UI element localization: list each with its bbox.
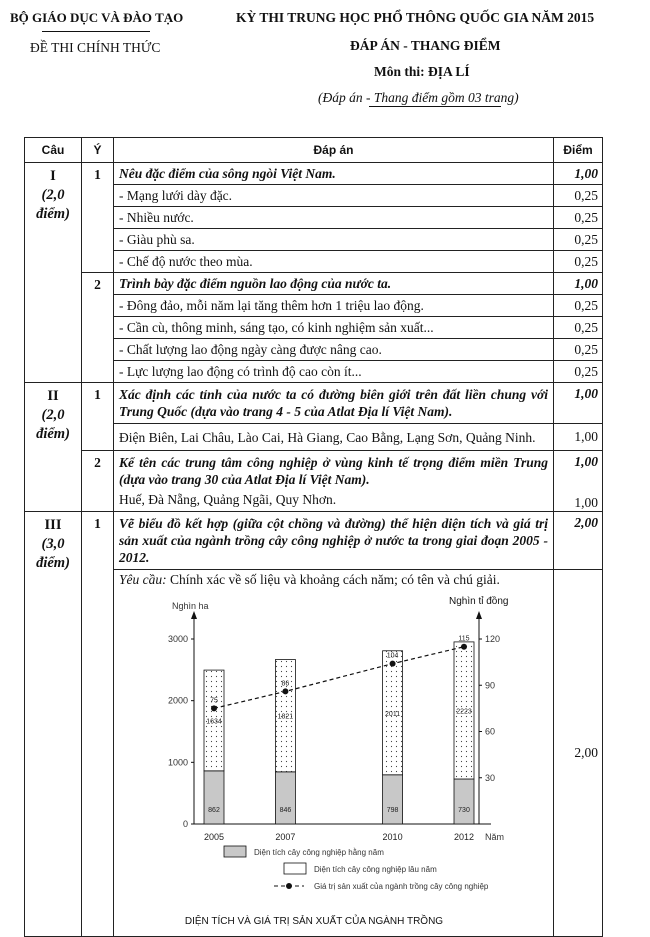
question-2-cell [25, 383, 82, 512]
left-axis-arrow [191, 611, 197, 619]
q2-y1-answer-points: 1,00 [554, 424, 603, 451]
q1-y1-answer-cell [114, 163, 554, 273]
chart-cell [114, 570, 554, 937]
question-1-cell [25, 163, 82, 383]
legend-swatch-annual [224, 846, 246, 857]
right-axis-arrow [476, 611, 482, 619]
q1-y2-answer-cell [114, 273, 554, 383]
q3-y1-title: Vẽ biểu đồ kết hợp (giữa cột chồng và đường) thể hiện diện tích và giá trị sản xuất của ngành trồng cây công nghiệp ở nước ta trong giai đoạn 2005 - 2012. [114, 512, 554, 570]
list-item: - Nhiều nước. [114, 207, 553, 229]
x-axis-label: Năm [485, 832, 505, 842]
value-label: 104 [386, 652, 399, 660]
value-label: 115 [458, 635, 470, 643]
col-cau-header: Câu [25, 138, 82, 163]
item-points: 0,25 [554, 185, 602, 207]
q3-requirement-points: 2,00 [554, 570, 603, 937]
pages-note: (Đáp án - Thang điểm gồm 03 trang) [318, 90, 519, 105]
q2-y2-answer: Huế, Đà Nẵng, Quảng Ngãi, Quy Nhơn. [114, 491, 554, 512]
q2-y1-title: Xác định các tỉnh của nước ta có đường biên giới trên đất liền chung với Trung Quốc (dựa vào trang 4 - 5 của Atlat Địa lí Việt Nam). [114, 383, 554, 424]
list-item: - Cần cù, thông minh, sáng tạo, có kinh nghiệm sản xuất... [114, 317, 553, 339]
value-point [461, 644, 467, 650]
col-diem-header: Điểm [554, 138, 603, 163]
bar-annual [275, 772, 295, 824]
bar-annual-label: 798 [386, 807, 399, 814]
legend-swatch-perennial [284, 863, 306, 874]
official-exam-label: ĐỀ THI CHÍNH THỨC [30, 40, 161, 55]
bar-perennial-label: 2223 [456, 708, 472, 716]
right-tick-label: 120 [485, 634, 501, 644]
q3-y1-title-points: 2,00 [554, 512, 603, 570]
value-point [211, 705, 217, 711]
question-3-label: III [44, 517, 62, 533]
q1-y2-title: Trình bày đặc điểm nguồn lao động của nước ta. [114, 273, 553, 295]
doc-type: ĐÁP ÁN - THANG ĐIỂM [350, 38, 501, 53]
table-row [25, 163, 603, 273]
q2-y2-title-points: 1,00 [554, 451, 603, 492]
table-row [25, 512, 603, 570]
bar-perennial-label: 1634 [206, 718, 222, 726]
value-point [390, 661, 396, 667]
right-tick-label: 60 [485, 726, 496, 737]
q1-y1-points-cell [554, 163, 603, 273]
q2-y2-answer-points: 1,00 [554, 491, 603, 512]
question-3-cell [25, 512, 82, 937]
left-axis-label: Nghìn ha [172, 601, 209, 611]
item-points: 0,25 [554, 339, 602, 361]
requirement-label: Yêu cầu: [119, 572, 167, 587]
requirement-body: Chính xác về số liệu và khoảng cách năm; có tên và chú giải. [166, 572, 500, 587]
item-points: 0,25 [574, 254, 598, 269]
bar-annual [204, 771, 224, 824]
value-label: 75 [210, 697, 218, 705]
question-3-points: (3,0 điểm) [36, 536, 70, 571]
list-item: - Lực lượng lao động có trình độ cao còn ít... [119, 364, 362, 379]
item-points: 0,25 [554, 295, 602, 317]
x-tick-label: 2010 [382, 832, 403, 842]
bar-annual-label: 862 [208, 807, 220, 814]
q2-y2-title: Kể tên các trung tâm công nghiệp ở vùng kinh tế trọng điểm miền Trung (dựa vào trang 30 của Atlat Địa lí Việt Nam). [114, 451, 554, 492]
ministry-name: BỘ GIÁO DỤC VÀ ĐÀO TẠO [10, 10, 184, 25]
value-point [282, 688, 288, 694]
table-row [25, 451, 603, 492]
subject-line: Môn thi: ĐỊA LÍ [374, 64, 470, 79]
list-item: - Giàu phù sa. [114, 229, 553, 251]
bar-annual [454, 779, 474, 824]
legend-label-annual: Diện tích cây công nghiệp hằng năm [254, 848, 384, 857]
q1-y1-title: Nêu đặc điểm của sông ngòi Việt Nam. [114, 163, 553, 185]
requirement-text [119, 572, 500, 588]
pages-note-underline [369, 106, 501, 107]
left-tick-label: 2000 [167, 695, 188, 706]
q1-y1-number: 1 [82, 163, 114, 273]
bar-perennial-label: 1821 [277, 713, 294, 721]
q2-y1-answer: Điện Biên, Lai Châu, Lào Cai, Hà Giang, Cao Bằng, Lạng Sơn, Quảng Ninh. [114, 424, 554, 451]
table-header-row [25, 138, 603, 163]
q2-y1-number: 1 [82, 383, 114, 451]
table-row [25, 383, 603, 424]
q2-y1-title-points: 1,00 [554, 383, 603, 424]
list-item: - Chế độ nước theo mùa. [119, 254, 253, 269]
q1-y2-title-points: 1,00 [554, 273, 602, 295]
right-tick-label: 30 [485, 772, 496, 783]
q1-y2-number: 2 [82, 273, 114, 383]
legend-label-perennial: Diện tích cây công nghiệp lâu năm [314, 865, 437, 874]
item-points: 0,25 [554, 317, 602, 339]
right-tick-label: 90 [485, 680, 496, 691]
question-2-label: II [47, 388, 59, 404]
x-tick-label: 2007 [275, 832, 296, 842]
q1-y2-points-cell [554, 273, 603, 383]
table-row [25, 273, 603, 383]
question-1-label: I [50, 168, 56, 184]
col-dapan-header: Đáp án [114, 138, 554, 163]
bar-perennial-label: 2011 [385, 710, 401, 718]
header-underline [42, 31, 150, 32]
list-item: - Mạng lưới dày đặc. [114, 185, 553, 207]
q3-y1-number: 1 [82, 512, 114, 937]
left-tick-label: 3000 [167, 634, 188, 644]
left-tick-label: 1000 [167, 757, 188, 768]
answer-table [24, 137, 603, 937]
chart-title: DIỆN TÍCH VÀ GIÁ TRỊ SẢN XUẤT CỦA NGÀNH TRỒNG [184, 916, 444, 927]
x-tick-label: 2005 [203, 832, 225, 842]
item-points: 0,25 [554, 207, 602, 229]
right-axis-label: Nghìn tỉ đồng [449, 596, 509, 607]
exam-title: KỲ THI TRUNG HỌC PHỔ THÔNG QUỐC GIA NĂM 2015 [236, 10, 595, 25]
legend-label-value: Giá trị sản xuất của ngành trồng cây công nghiệp [314, 882, 489, 891]
q2-y2-number: 2 [82, 451, 114, 512]
x-tick-label: 2012 [453, 832, 475, 842]
value-line [214, 647, 464, 709]
combo-chart [114, 594, 554, 934]
value-label: 86 [281, 680, 290, 688]
left-tick-label: 0 [182, 819, 188, 829]
bar-annual-label: 846 [279, 807, 292, 814]
bar-annual-label: 730 [458, 807, 470, 814]
list-item: - Chất lượng lao động ngày càng được nâng cao. [114, 339, 553, 361]
item-points: 0,25 [554, 229, 602, 251]
question-2-points: (2,0 điểm) [36, 407, 70, 442]
bar-annual [383, 775, 403, 824]
legend-point [286, 883, 292, 889]
col-y-header: Ý [82, 138, 114, 163]
q1-y1-title-points: 1,00 [554, 163, 602, 185]
question-1-points: (2,0 điểm) [36, 187, 70, 222]
list-item: - Đông đảo, mỗi năm lại tăng thêm hơn 1 triệu lao động. [114, 295, 553, 317]
item-points: 0,25 [574, 364, 598, 379]
